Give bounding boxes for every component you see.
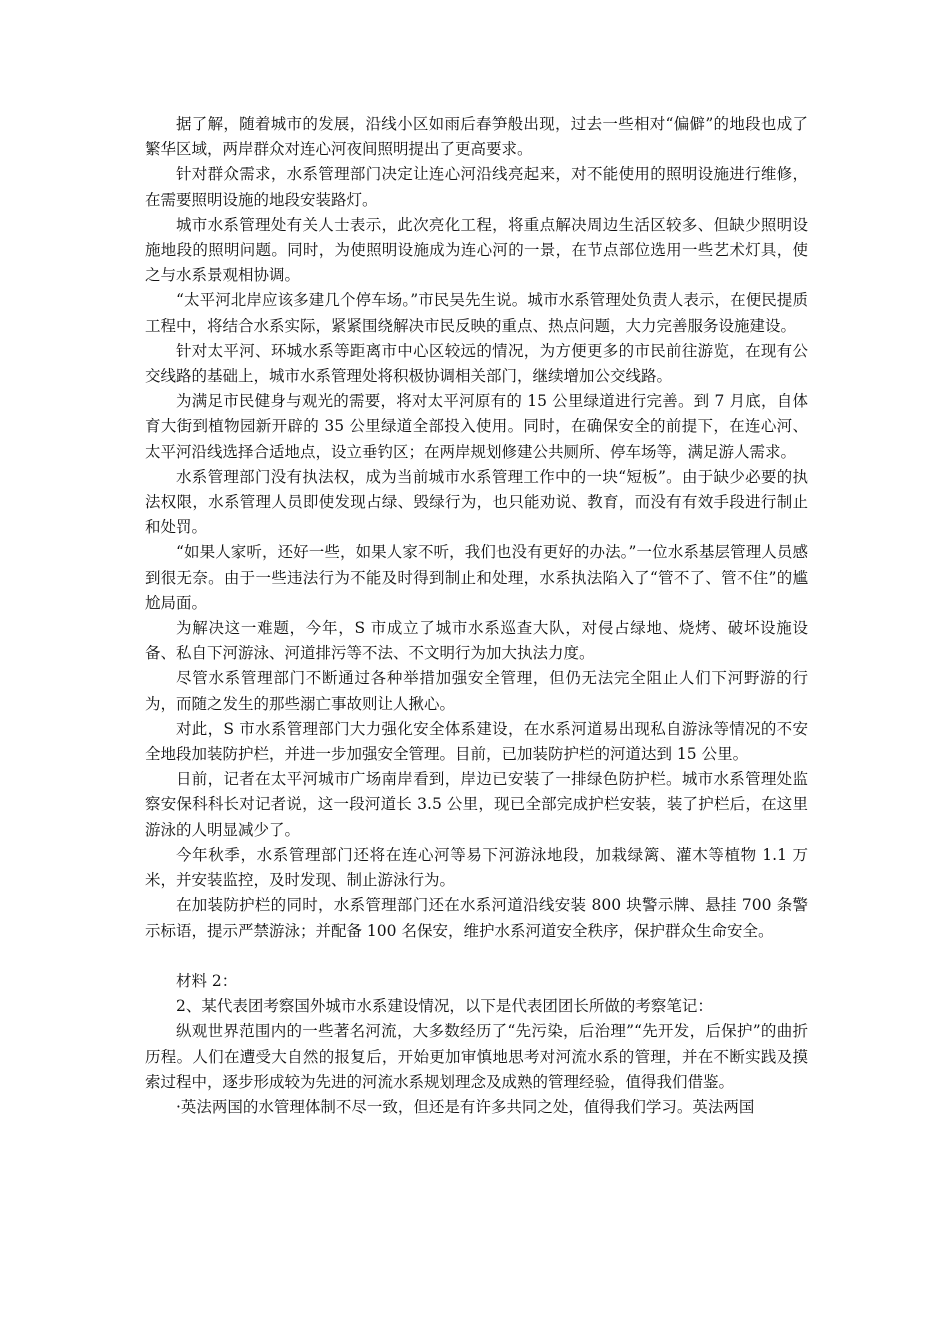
paragraph: 尽管水系管理部门不断通过各种举措加强安全管理，但仍无法完全阻止人们下河野游的行为，而随之发生的那些溺亡事故则让人揪心。 bbox=[145, 669, 808, 713]
paragraph: 城市水系管理处有关人士表示，此次亮化工程，将重点解决周边生活区较多、但缺少照明设施地段的照明问题。同时，为使照明设施成为连心河的一景，在节点部位选用一些艺术灯具，使之与水系景观相协调。 bbox=[145, 215, 808, 285]
paragraph: ·英法两国的水管理体制不尽一致，但还是有许多共同之处，值得我们学习。英法两国 bbox=[176, 1097, 755, 1116]
paragraph: 针对群众需求，水系管理部门决定让连心河沿线亮起来，对不能使用的照明设施进行维修，在需要照明设施的地段安装路灯。 bbox=[145, 165, 808, 209]
paragraph: 针对太平河、环城水系等距离市中心区较远的情况，为方便更多的市民前往游览，在现有公交线路的基础上，城市水系管理处将积极协调相关部门，继续增加公交线路。 bbox=[145, 341, 808, 386]
paragraph: 为满足市民健身与观光的需要，将对太平河原有的 15 公里绿道进行完善。到 7 月底，自体育大街到植物园新开辟的 35 公里绿道全部投入使用。同时，在确保安全的前提下，在连心河、太平河沿线选择合适地点，设立垂钓区；在两岸规划修建公共厕所、停车场等，满足游人需求。 bbox=[145, 392, 808, 461]
paragraph: 据了解，随着城市的发展，沿线小区如雨后春笋般出现，过去一些相对“偏僻”的地段也成了繁华区域，两岸群众对连心河夜间照明提出了更高要求。 bbox=[145, 115, 808, 159]
paragraph: “如果人家听，还好一些，如果人家不听，我们也没有更好的办法。”一位水系基层管理人员感到很无奈。由于一些违法行为不能及时得到制止和处理，水系执法陷入了“管不了、管不住”的尴尬局面。 bbox=[145, 543, 808, 612]
paragraph: 在加装防护栏的同时，水系管理部门还在水系河道沿线安装 800 块警示牌、悬挂 700 条警示标语，提示严禁游泳；并配备 100 名保安，维护水系河道安全秩序，保护群众生命安全。 bbox=[145, 896, 808, 940]
paragraph: 水系管理部门没有执法权，成为当前城市水系管理工作中的一块“短板”。由于缺少必要的执法权限，水系管理人员即使发现占绿、毁绿行为，也只能劝说、教育，而没有有效手段进行制止和处罚。 bbox=[145, 467, 808, 537]
paragraph: 日前，记者在太平河城市广场南岸看到，岸边已安装了一排绿色防护栏。城市水系管理处监察安保科科长对记者说，这一段河道长 3.5 公里，现已全部完成护栏安装，装了护栏后，在这里游泳的人明显减少了。 bbox=[145, 770, 808, 839]
document-page bbox=[145, 112, 808, 1120]
paragraph: 纵观世界范围内的一些著名河流，大多数经历了“先污染，后治理”“先开发，后保护”的曲折历程。人们在遭受大自然的报复后，开始更加审慎地思考对河流水系的管理，并在不断实践及摸索过程中，逐步形成较为先进的河流水系规划理念及成熟的管理经验，值得我们借鉴。 bbox=[145, 1022, 808, 1091]
question-heading: 2、某代表团考察国外城市水系建设情况，以下是代表团团长所做的考察笔记： bbox=[176, 997, 713, 1016]
paragraph: 对此，S 市水系管理部门大力强化安全体系建设，在水系河道易出现私自游泳等情况的不安全地段加装防护栏，并进一步加强安全管理。目前，已加装防护栏的河道达到 15 公里。 bbox=[145, 719, 808, 764]
paragraph: 为解决这一难题，今年，S 市成立了城市水系巡查大队，对侵占绿地、烧烤、破坏设施设备、私自下河游泳、河道排污等不法、不文明行为加大执法力度。 bbox=[145, 619, 808, 663]
blank-line bbox=[145, 944, 808, 969]
paragraph: “太平河北岸应该多建几个停车场。”市民吴先生说。城市水系管理处负责人表示，在便民提质工程中，将结合水系实际，紧紧围绕解决市民反映的重点、热点问题，大力完善服务设施建设。 bbox=[145, 291, 808, 335]
paragraph: 今年秋季，水系管理部门还将在连心河等易下河游泳地段，加栽绿篱、灌木等植物 1.1 万米，并安装监控，及时发现、制止游泳行为。 bbox=[145, 845, 808, 890]
material-label: 材料 2： bbox=[176, 971, 238, 990]
